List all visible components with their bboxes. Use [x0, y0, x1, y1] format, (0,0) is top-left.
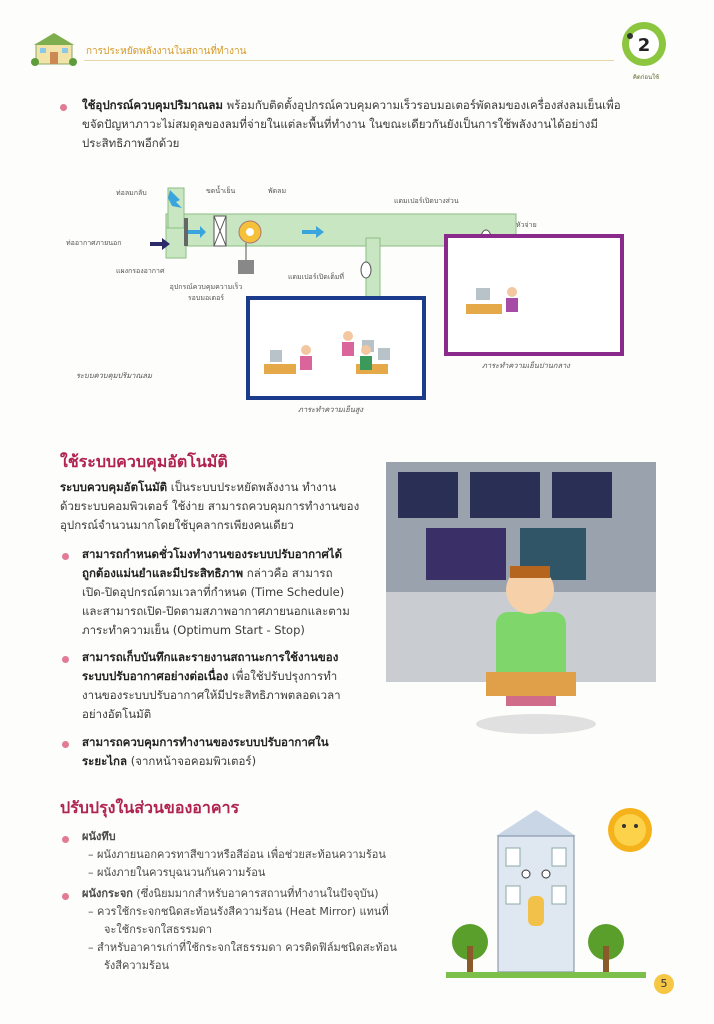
- intro-line2: ขจัดปัญหาภาวะไม่สมดุลของลมที่จ่ายในแต่ละพื้นที่ทำงาน ในขณะเดียวกันยังเป็นการใช้พลังงานได้อย่างมี: [82, 117, 598, 131]
- label-supply-head: หัวจ่าย: [516, 221, 537, 229]
- auto-intro-bold: ระบบควบคุมอัตโนมัติ: [60, 480, 168, 494]
- intro-paragraph: [82, 96, 642, 153]
- filter-panel: [184, 218, 188, 246]
- badge-caption: คิดก่อนใช้: [632, 74, 660, 81]
- bullet-marker: [62, 741, 69, 748]
- intro-bold: ใช้อุปกรณ์ควบคุมปริมาณลม: [82, 98, 223, 112]
- wall-item-2: – ผนังภายในควรบุฉนวนกันความร้อน: [88, 866, 266, 879]
- bullet-marker: [62, 893, 69, 900]
- air-volume-diagram: [66, 168, 650, 416]
- intro-line3: ประสิทธิภาพอีกด้วย: [82, 136, 180, 150]
- vsd-box: [238, 260, 254, 274]
- glass-block: ผนังกระจก (ซึ่งนิยมมากสำหรับอาคารสถานที่ทำงานในปัจจุบัน) – ควรใช้กระจกชนิดสะท้อนรังสีความร้อน (Heat Mirror) แทนที่ จะใช้กระจกใสธรรมดา – สำหรับอาคารเก่าที่ใช้กระจกใสธรรมดา ควรติดฟิล์มชนิดสะท้อน รังสีความร้อน: [82, 887, 397, 972]
- label-medium-load: ภาระทำความเย็นปานกลาง: [482, 361, 570, 370]
- intro-rest: พร้อมกับติดตั้งอุปกรณ์ควบคุมความเร็วรอบมอเตอร์พัดลมของเครื่องส่งลมเย็นเพื่อ: [222, 98, 621, 112]
- room-high-load: [248, 298, 424, 398]
- house-logo-icon: [30, 30, 78, 68]
- room-medium-load: [446, 236, 622, 354]
- label-air-filter: แผงกรองอากาศ: [116, 267, 165, 275]
- label-high-load: ภาระทำความเย็นสูง: [298, 405, 364, 414]
- building-sun-illustration: [446, 796, 664, 982]
- header-divider: [84, 60, 614, 61]
- header-title: การประหยัดพลังงานในสถานที่ทำงาน: [86, 46, 247, 57]
- energy-badge-icon: [618, 18, 670, 70]
- bullet-marker: [62, 553, 69, 560]
- building-heading: ปรับปรุงในส่วนของอาคาร: [60, 798, 240, 817]
- auto-control-heading: ใช้ระบบควบคุมอัตโนมัติ: [60, 452, 228, 471]
- label-system-caption: ระบบควบคุมปริมาณลม: [76, 371, 152, 380]
- wall-title: ผนังทึบ: [82, 830, 116, 843]
- wall-item-1: – ผนังภายนอกควรทาสีขาวหรือสีอ่อน เพื่อช่วยสะท้อนความร้อน: [88, 848, 386, 861]
- label-cooling-coil: ขดน้ำเย็น: [206, 187, 236, 195]
- sun-icon: [608, 808, 652, 852]
- auto-intro: [60, 478, 380, 535]
- page-number: 5: [654, 974, 674, 994]
- auto-intro-l3: อุปกรณ์จำนวนมากโดยใช้บุคลากรเพียงคนเดียว: [60, 518, 294, 532]
- label-partial-damper: แดมเปอร์เปิดบางส่วน: [394, 197, 459, 205]
- label-outside-air: ท่ออากาศภายนอก: [66, 239, 122, 247]
- label-full-damper: แดมเปอร์เปิดเต็มที่: [288, 273, 345, 281]
- wall-block: [82, 828, 462, 882]
- control-room-illustration: [386, 462, 656, 780]
- auto-intro-l2: ด้วยระบบคอมพิวเตอร์ ใช้ง่าย สามารถควบคุมการทำงานของ: [60, 499, 360, 513]
- svg-text:2: 2: [637, 35, 651, 56]
- glass-title: ผนังกระจก: [82, 887, 133, 900]
- auto-bullet-2: สามารถเก็บบันทึกและรายงานสถานะการใช้งานของ ระบบปรับอากาศอย่างต่อเนื่อง เพื่อใช้ปรับปรุงการทำ งานของระบบปรับอากาศให้มีประสิทธิภาพตลอดเวลา อย่างอัตโนมัติ: [82, 650, 341, 721]
- auto-bullet-1: สามารถกำหนดชั่วโมงทำงานของระบบปรับอากาศได้ ถูกต้องแม่นยำและมีประสิทธิภาพ กล่าวคือ สามารถ เปิด-ปิดอุปกรณ์ตามเวลาที่กำหนด (Time Schedule) และสามารถเปิด-ปิดตามสภาพอากาศภายนอกและตาม ภาระทำความเย็น (Optimum Start - Stop): [82, 547, 350, 637]
- bullet-marker: [62, 836, 69, 843]
- auto-intro-l1: เป็นระบบประหยัดพลังงาน ทำงาน: [167, 480, 337, 494]
- label-return-duct: ท่อลมกลับ: [116, 189, 147, 197]
- label-vsd: อุปกรณ์ควบคุมความเร็วรอบมอเตอร์: [169, 283, 243, 302]
- diagram-artwork: [66, 168, 650, 416]
- label-fan: พัดลม: [268, 187, 287, 195]
- bullet-marker: [62, 656, 69, 663]
- bullet-marker: [60, 104, 67, 111]
- auto-bullet-3: สามารถควบคุมการทำงานของระบบปรับอากาศใน ระยะไกล (จากหน้าจอคอมพิวเตอร์): [82, 735, 329, 768]
- full-damper: [361, 262, 371, 278]
